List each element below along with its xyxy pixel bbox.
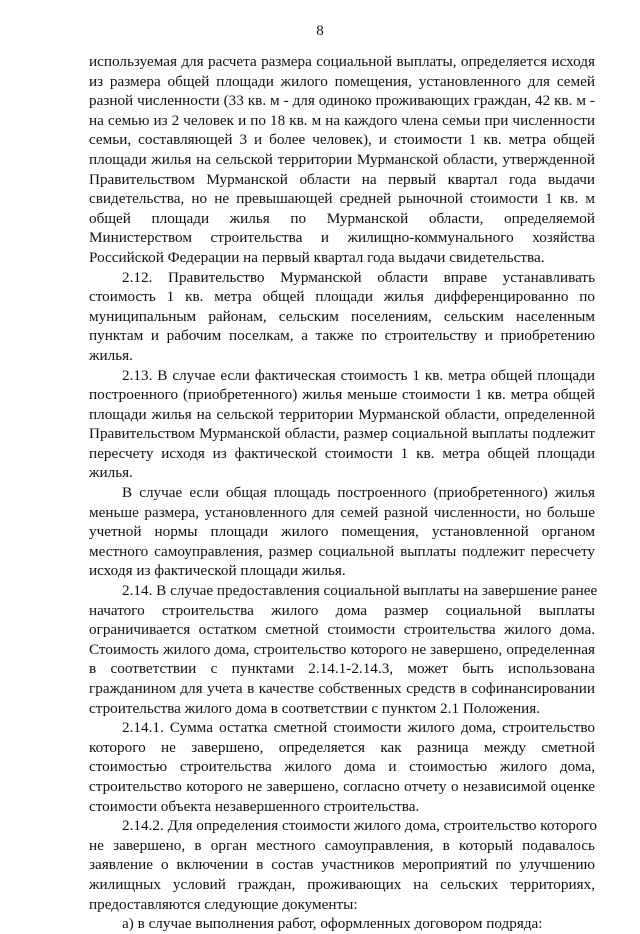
paragraph: [89, 483, 595, 581]
text-line: строительства жилого дома в соответствии с пунктом 2.1 Положения.: [89, 699, 541, 717]
text-line: стоимость 1 кв. метра общей площади жилья дифференцированно по: [89, 288, 595, 306]
text-line: а) в случае выполнения работ, оформленных договором подряда:: [122, 915, 543, 933]
text-line: Правительством Мурманской области на первый квартал года выдачи: [89, 170, 595, 188]
text-line: стоимостью строительства жилого дома и стоимостью жилого дома,: [89, 758, 595, 776]
text-line: разной численности (33 кв. м - для одиноко проживающих граждан, 42 кв. м -: [89, 92, 595, 110]
paragraph: [89, 718, 595, 816]
text-line: площади жилья на сельской территории Мурманской области, утвержденной: [89, 150, 595, 168]
text-line: строительство которого не завершено, согласно отчету о независимой оценке: [89, 777, 595, 795]
text-line: Правительством Мурманской области, размер социальной выплаты подлежит: [89, 425, 595, 443]
paragraph: [89, 816, 595, 914]
text-line: 2.12. Правительство Мурманской области вправе устанавливать: [122, 268, 595, 286]
text-line: используемая для расчета размера социальной выплаты, определяется исходя: [89, 53, 595, 70]
text-line: стоимости объекта незавершенного строительства.: [89, 797, 420, 815]
text-line: не завершено, в орган местного самоуправления, в который подавалось: [89, 836, 595, 854]
text-line: на семью из 2 человек и по 18 кв. м на каждого члена семьи при численности: [89, 111, 595, 129]
paragraph: [89, 366, 595, 484]
text-line: 2.13. В случае если фактическая стоимость 1 кв. метра общей площади: [122, 366, 595, 384]
text-line: муниципальным районам, сельским поселениям, сельским населенным: [89, 307, 595, 325]
paragraph: [89, 581, 598, 718]
text-line: меньше размера, установленного для семей разной численности, но больше: [89, 503, 595, 521]
text-line: Российской Федерации на первый квартал года выдачи свидетельства.: [89, 248, 545, 266]
text-line: построенного (приобретенного) жилья меньше стоимости 1 кв. метра общей: [89, 386, 595, 404]
paragraph: [89, 268, 595, 366]
text-line: жилья.: [89, 464, 133, 482]
text-line: 2.14.2. Для определения стоимости жилого дома, строительство которого: [122, 817, 597, 835]
text-line: местного самоуправления, размер социальной выплаты подлежит пересчету: [89, 542, 595, 560]
text-line: жилья.: [89, 346, 133, 364]
text-line: которого не завершено, определяется как разница между сметной: [89, 738, 595, 756]
document-body: [89, 52, 598, 934]
text-line: В случае если общая площадь построенного (приобретенного) жилья: [122, 484, 595, 502]
page-number: 8: [316, 23, 324, 39]
text-line: в соответствии с пунктами 2.14.1-2.14.3, может быть использована: [89, 660, 595, 678]
text-line: ограничивается остатком сметной стоимости строительства жилого дома.: [89, 621, 595, 639]
text-line: предоставляются следующие документы:: [89, 895, 358, 913]
text-line: 2.14.1. Сумма остатка сметной стоимости жилого дома, строительство: [122, 719, 595, 737]
text-line: Министерством строительства и жилищно-коммунального хозяйства: [89, 229, 595, 247]
text-line: общей площади жилья по Мурманской области, определяемой: [89, 209, 595, 227]
text-line: свидетельства, но не превышающей средней рыночной стоимости 1 кв. м: [89, 190, 595, 208]
text-line: 2.14. В случае предоставления социальной выплаты на завершение ранее: [122, 582, 598, 600]
text-line: пересчету исходя из фактической стоимости 1 кв. метра общей площади: [89, 444, 595, 462]
paragraph: [89, 914, 595, 934]
text-line: исходя из фактической площади жилья.: [89, 562, 346, 580]
text-line: из размера общей площади жилого помещения, установленного для семей: [89, 72, 595, 90]
text-line: учетной нормы площади жилого помещения, установленной органом: [89, 523, 595, 541]
text-line: жилищных условий граждан, проживающих на сельских территориях,: [89, 875, 595, 893]
text-line: пунктам и рабочим поселкам, а также по строительству и приобретению: [89, 327, 595, 345]
text-line: семьи, составляющей 3 и более человек), и стоимости 1 кв. метра общей: [89, 131, 595, 149]
text-line: площади жилья на сельской территории Мурманской области, определенной: [89, 405, 595, 423]
paragraph: [89, 52, 595, 268]
text-line: Стоимость жилого дома, строительство которого не завершено, определенная: [89, 640, 595, 658]
text-line: гражданином для учета в качестве собственных средств в софинансировании: [89, 680, 595, 697]
text-line: заявление о включении в состав участников мероприятий по улучшению: [89, 856, 595, 874]
text-line: начатого строительства жилого дома размер социальной выплаты: [89, 601, 595, 619]
